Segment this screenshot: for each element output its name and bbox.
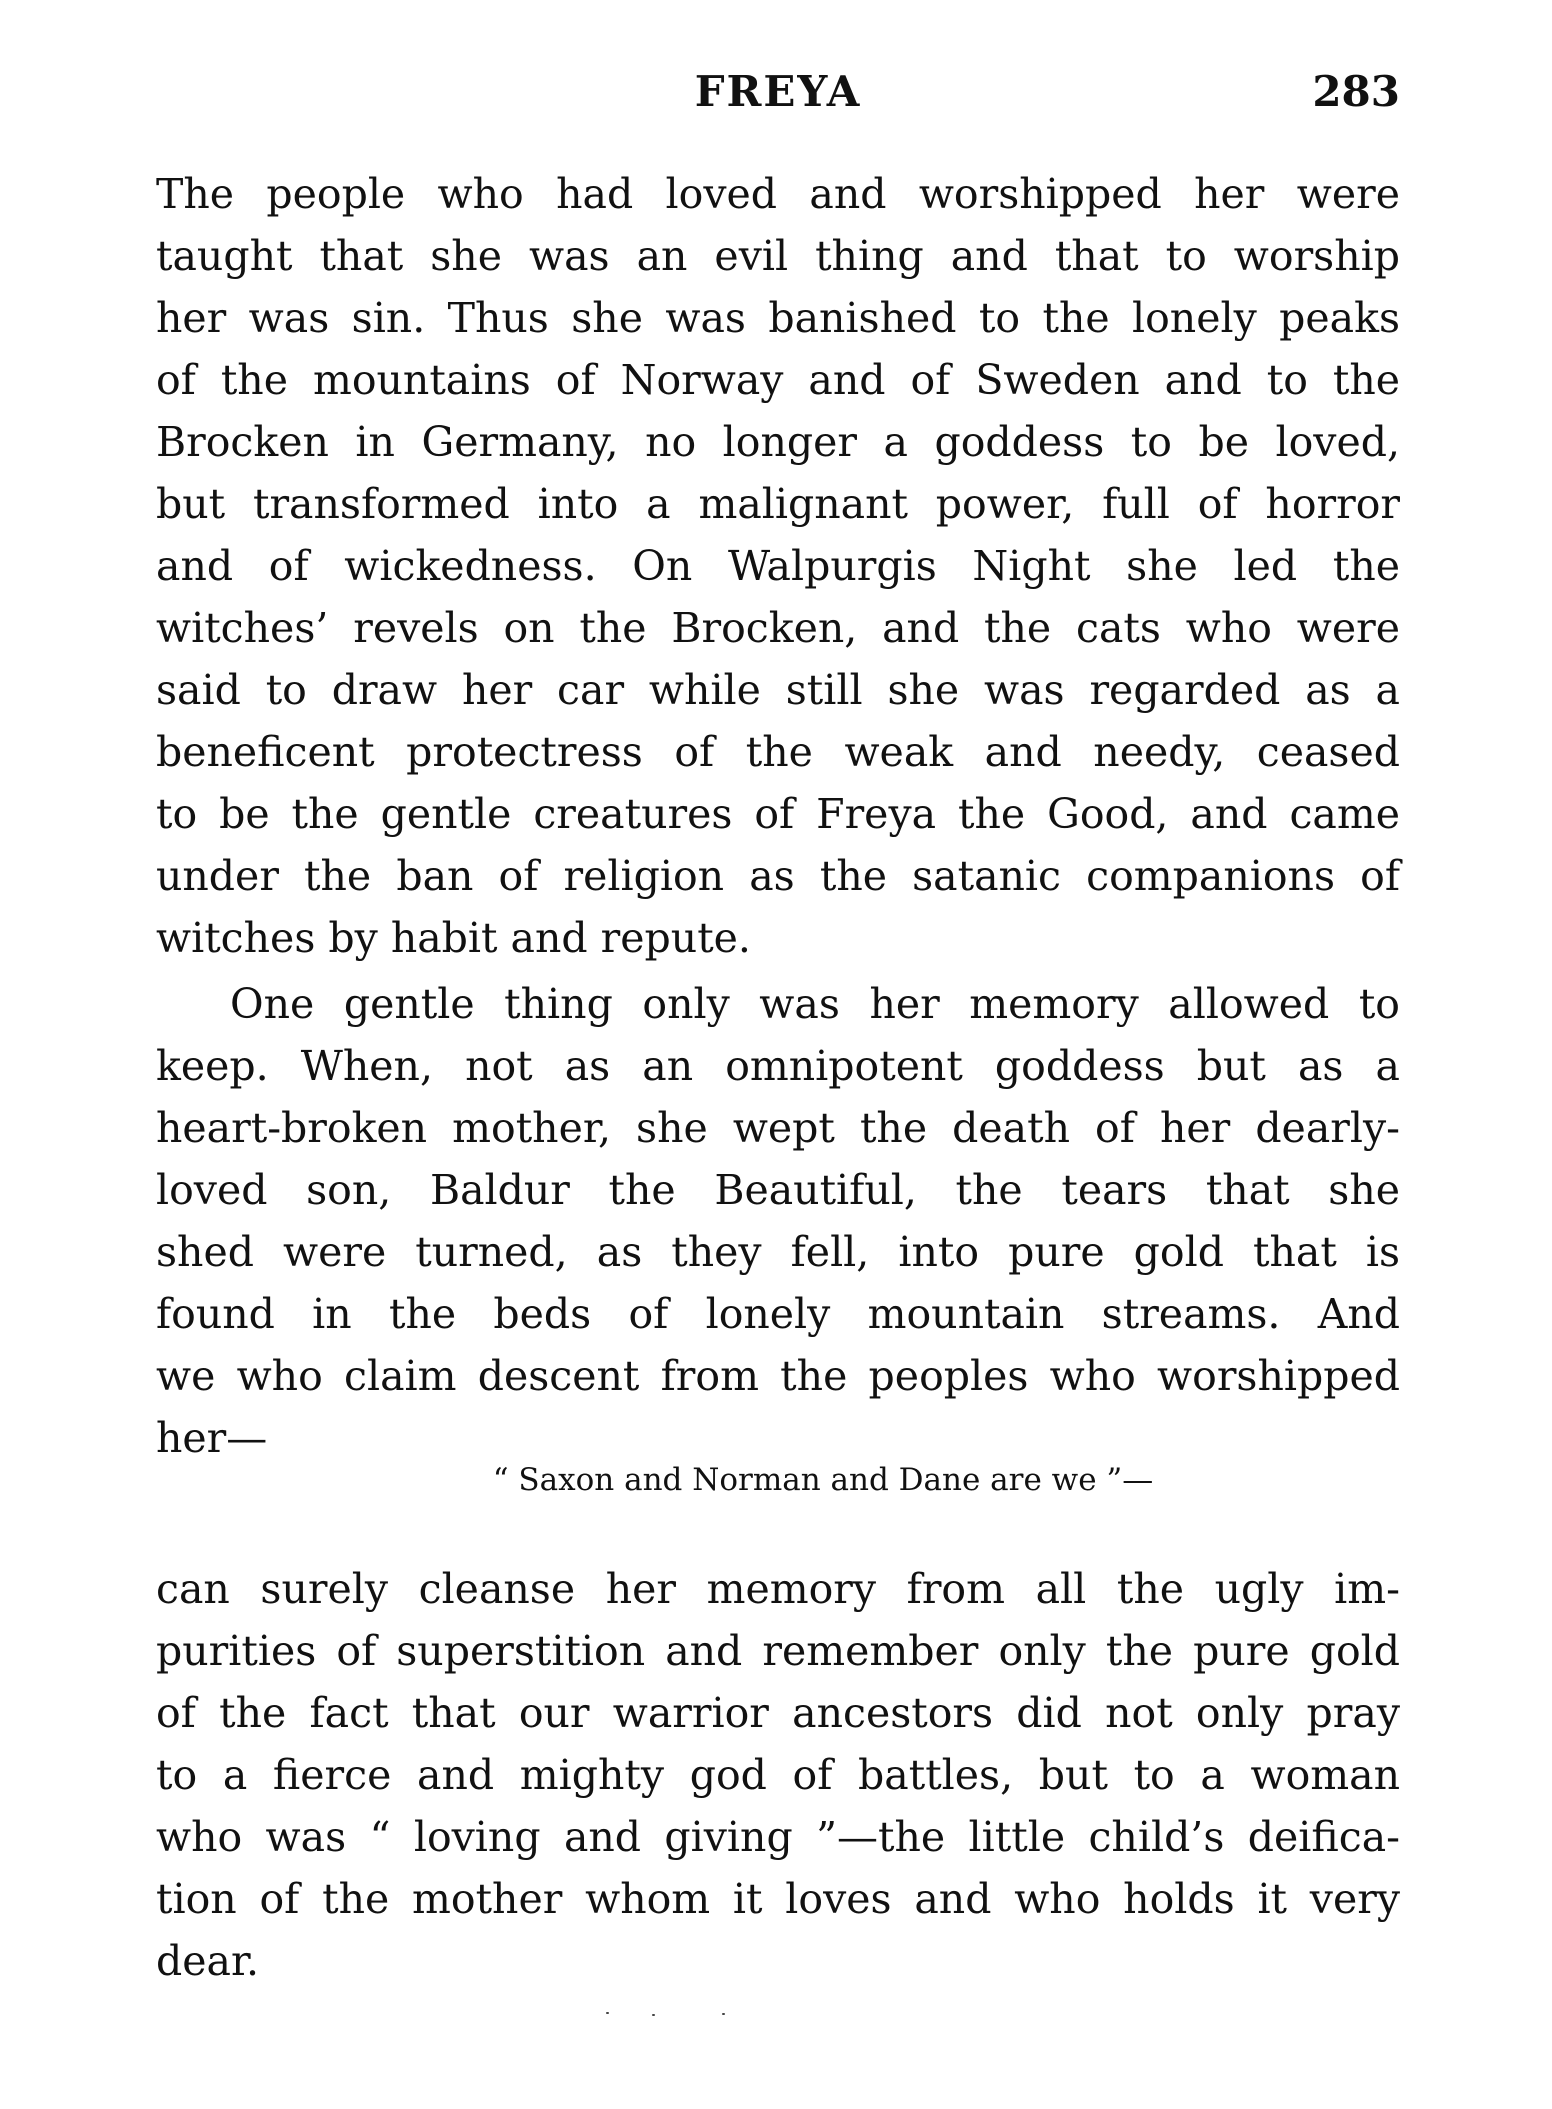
text-line: heart-broken mother, she wept the death of her dearly-: [156, 1104, 1400, 1152]
text-line: who was “ loving and giving ”—the little child’s deifica-: [156, 1813, 1400, 1861]
text-line: and of wickedness. On Walpurgis Night she led the: [156, 542, 1400, 590]
text-line: of the mountains of Norway and of Sweden and to the: [156, 356, 1400, 404]
running-head: [156, 62, 1400, 122]
text-line: of the fact that our warrior ancestors did not only pray: [156, 1689, 1400, 1737]
text-line: witches’ revels on the Brocken, and the cats who were: [156, 604, 1400, 652]
text-line: her was sin. Thus she was banished to the lonely peaks: [156, 294, 1400, 342]
text-line: purities of superstition and remember only the pure gold: [156, 1627, 1400, 1675]
text-line: to a fierce and mighty god of battles, but to a woman: [156, 1751, 1400, 1799]
text-line: found in the beds of lonely mountain streams. And: [156, 1290, 1400, 1338]
paragraph-1: [156, 163, 1400, 969]
ink-speck: [606, 2012, 609, 2014]
text-line: loved son, Baldur the Beautiful, the tears that she: [156, 1166, 1400, 1214]
text-line: said to draw her car while still she was regarded as a: [156, 666, 1400, 714]
verse-quotation: “ Saxon and Norman and Dane are we ”—: [492, 1462, 1154, 1498]
text-line: keep. When, not as an omnipotent goddess but as a: [156, 1042, 1400, 1090]
text-line: The people who had loved and worshipped her were: [156, 170, 1400, 218]
print-specks: [600, 2010, 740, 2018]
ink-speck: [722, 2013, 725, 2015]
text-line: dear.: [156, 1937, 260, 1985]
text-line: under the ban of religion as the satanic companions of: [156, 852, 1400, 900]
text-line: taught that she was an evil thing and that to worship: [156, 232, 1400, 280]
text-line: One gentle thing only was her memory allowed to: [230, 980, 1400, 1028]
page-number: 283: [1312, 67, 1400, 116]
text-line: shed were turned, as they fell, into pure gold that is: [156, 1228, 1400, 1276]
text-line: can surely cleanse her memory from all the ugly im-: [156, 1565, 1400, 1613]
text-line: her—: [156, 1414, 268, 1462]
paragraph-3: [156, 1558, 1400, 1992]
text-line: witches by habit and repute.: [156, 914, 751, 962]
text-line: to be the gentle creatures of Freya the Good, and came: [156, 790, 1400, 838]
text-line: Brocken in Germany, no longer a goddess to be loved,: [156, 418, 1400, 466]
text-line: tion of the mother whom it loves and who holds it very: [156, 1875, 1400, 1923]
ink-speck: [652, 2014, 655, 2016]
running-title: FREYA: [694, 67, 862, 116]
text-line: but transformed into a malignant power, full of horror: [156, 480, 1400, 528]
text-line: we who claim descent from the peoples who worshipped: [156, 1352, 1400, 1400]
text-line: beneficent protectress of the weak and needy, ceased: [156, 728, 1400, 776]
paragraph-2: [156, 973, 1400, 1469]
